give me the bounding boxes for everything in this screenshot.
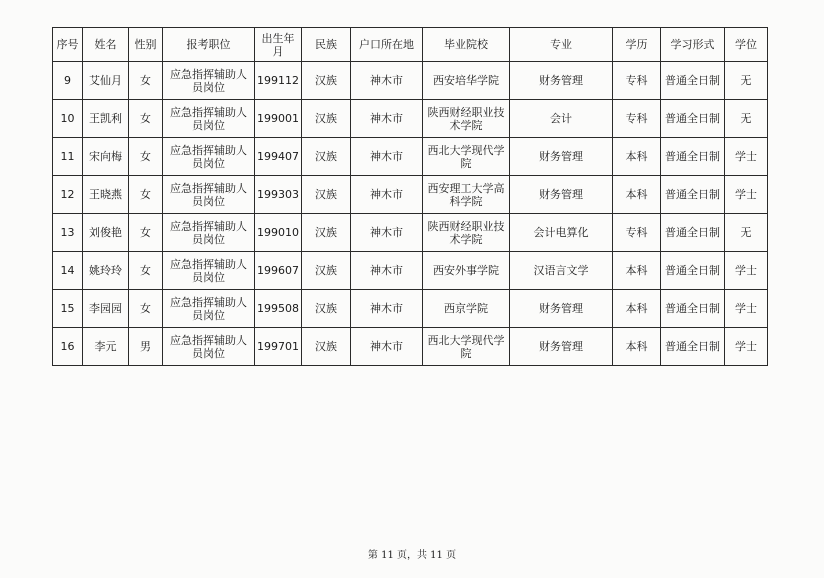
header-index: 序号 xyxy=(53,28,83,62)
cell-study-mode: 普通全日制 xyxy=(661,62,725,100)
header-ethnicity: 民族 xyxy=(302,28,351,62)
cell-ethnicity: 汉族 xyxy=(302,138,351,176)
cell-education: 本科 xyxy=(613,252,661,290)
cell-name: 王凯利 xyxy=(83,100,129,138)
cell-education: 本科 xyxy=(613,176,661,214)
header-birth: 出生年月 xyxy=(255,28,302,62)
cell-school: 西北大学现代学院 xyxy=(423,328,510,366)
cell-residence: 神木市 xyxy=(351,328,423,366)
cell-position: 应急指挥辅助人员岗位 xyxy=(163,138,255,176)
cell-name: 宋向梅 xyxy=(83,138,129,176)
cell-ethnicity: 汉族 xyxy=(302,62,351,100)
cell-position: 应急指挥辅助人员岗位 xyxy=(163,252,255,290)
cell-position: 应急指挥辅助人员岗位 xyxy=(163,290,255,328)
cell-index: 14 xyxy=(53,252,83,290)
cell-school: 陕西财经职业技术学院 xyxy=(423,100,510,138)
cell-residence: 神木市 xyxy=(351,138,423,176)
cell-birth: 199701 xyxy=(255,328,302,366)
cell-ethnicity: 汉族 xyxy=(302,214,351,252)
applicant-table xyxy=(52,27,768,366)
cell-major: 财务管理 xyxy=(510,176,613,214)
header-gender: 性别 xyxy=(129,28,163,62)
cell-birth: 199407 xyxy=(255,138,302,176)
cell-name: 艾仙月 xyxy=(83,62,129,100)
cell-name: 王晓燕 xyxy=(83,176,129,214)
cell-index: 9 xyxy=(53,62,83,100)
cell-ethnicity: 汉族 xyxy=(302,252,351,290)
cell-index: 16 xyxy=(53,328,83,366)
cell-index: 15 xyxy=(53,290,83,328)
cell-position: 应急指挥辅助人员岗位 xyxy=(163,62,255,100)
cell-position: 应急指挥辅助人员岗位 xyxy=(163,328,255,366)
cell-school: 西北大学现代学院 xyxy=(423,138,510,176)
cell-index: 10 xyxy=(53,100,83,138)
table-row xyxy=(53,252,768,290)
cell-major: 财务管理 xyxy=(510,138,613,176)
cell-education: 专科 xyxy=(613,214,661,252)
cell-residence: 神木市 xyxy=(351,176,423,214)
cell-birth: 199001 xyxy=(255,100,302,138)
cell-gender: 女 xyxy=(129,252,163,290)
table-row xyxy=(53,328,768,366)
cell-birth: 199112 xyxy=(255,62,302,100)
cell-school: 陕西财经职业技术学院 xyxy=(423,214,510,252)
cell-education: 专科 xyxy=(613,100,661,138)
cell-gender: 女 xyxy=(129,176,163,214)
header-position: 报考职位 xyxy=(163,28,255,62)
cell-degree: 无 xyxy=(725,100,768,138)
cell-school: 西安外事学院 xyxy=(423,252,510,290)
cell-major: 会计电算化 xyxy=(510,214,613,252)
cell-birth: 199607 xyxy=(255,252,302,290)
cell-degree: 学士 xyxy=(725,252,768,290)
cell-ethnicity: 汉族 xyxy=(302,100,351,138)
table-row xyxy=(53,100,768,138)
cell-education: 本科 xyxy=(613,328,661,366)
cell-school: 西安理工大学高科学院 xyxy=(423,176,510,214)
cell-ethnicity: 汉族 xyxy=(302,328,351,366)
header-degree: 学位 xyxy=(725,28,768,62)
cell-gender: 女 xyxy=(129,290,163,328)
cell-gender: 女 xyxy=(129,62,163,100)
cell-education: 本科 xyxy=(613,138,661,176)
cell-index: 13 xyxy=(53,214,83,252)
cell-position: 应急指挥辅助人员岗位 xyxy=(163,176,255,214)
cell-study-mode: 普通全日制 xyxy=(661,214,725,252)
table-header-row xyxy=(53,28,768,62)
cell-birth: 199508 xyxy=(255,290,302,328)
page-footer: 第 11 页，共 11 页 xyxy=(367,550,457,561)
cell-gender: 女 xyxy=(129,214,163,252)
table-row xyxy=(53,62,768,100)
cell-study-mode: 普通全日制 xyxy=(661,328,725,366)
table-body xyxy=(53,62,768,366)
cell-position: 应急指挥辅助人员岗位 xyxy=(163,100,255,138)
cell-degree: 学士 xyxy=(725,176,768,214)
cell-degree: 学士 xyxy=(725,290,768,328)
cell-study-mode: 普通全日制 xyxy=(661,176,725,214)
table-row xyxy=(53,138,768,176)
cell-residence: 神木市 xyxy=(351,100,423,138)
header-residence: 户口所在地 xyxy=(351,28,423,62)
cell-ethnicity: 汉族 xyxy=(302,176,351,214)
cell-degree: 无 xyxy=(725,62,768,100)
header-study-mode: 学习形式 xyxy=(661,28,725,62)
cell-name: 姚玲玲 xyxy=(83,252,129,290)
cell-ethnicity: 汉族 xyxy=(302,290,351,328)
cell-index: 12 xyxy=(53,176,83,214)
cell-residence: 神木市 xyxy=(351,62,423,100)
cell-gender: 男 xyxy=(129,328,163,366)
cell-birth: 199010 xyxy=(255,214,302,252)
cell-name: 刘俊艳 xyxy=(83,214,129,252)
table-row xyxy=(53,214,768,252)
cell-major: 汉语言文学 xyxy=(510,252,613,290)
cell-major: 财务管理 xyxy=(510,62,613,100)
cell-name: 李园园 xyxy=(83,290,129,328)
cell-gender: 女 xyxy=(129,100,163,138)
header-education: 学历 xyxy=(613,28,661,62)
cell-residence: 神木市 xyxy=(351,252,423,290)
header-major: 专业 xyxy=(510,28,613,62)
cell-birth: 199303 xyxy=(255,176,302,214)
table-row xyxy=(53,176,768,214)
cell-degree: 学士 xyxy=(725,328,768,366)
cell-position: 应急指挥辅助人员岗位 xyxy=(163,214,255,252)
cell-school: 西安培华学院 xyxy=(423,62,510,100)
cell-major: 会计 xyxy=(510,100,613,138)
cell-major: 财务管理 xyxy=(510,328,613,366)
cell-degree: 学士 xyxy=(725,138,768,176)
cell-index: 11 xyxy=(53,138,83,176)
cell-education: 专科 xyxy=(613,62,661,100)
header-name: 姓名 xyxy=(83,28,129,62)
cell-study-mode: 普通全日制 xyxy=(661,138,725,176)
cell-degree: 无 xyxy=(725,214,768,252)
cell-study-mode: 普通全日制 xyxy=(661,252,725,290)
cell-residence: 神木市 xyxy=(351,214,423,252)
cell-school: 西京学院 xyxy=(423,290,510,328)
cell-study-mode: 普通全日制 xyxy=(661,100,725,138)
cell-study-mode: 普通全日制 xyxy=(661,290,725,328)
cell-residence: 神木市 xyxy=(351,290,423,328)
cell-gender: 女 xyxy=(129,138,163,176)
cell-education: 本科 xyxy=(613,290,661,328)
table-row xyxy=(53,290,768,328)
header-school: 毕业院校 xyxy=(423,28,510,62)
cell-name: 李元 xyxy=(83,328,129,366)
cell-major: 财务管理 xyxy=(510,290,613,328)
